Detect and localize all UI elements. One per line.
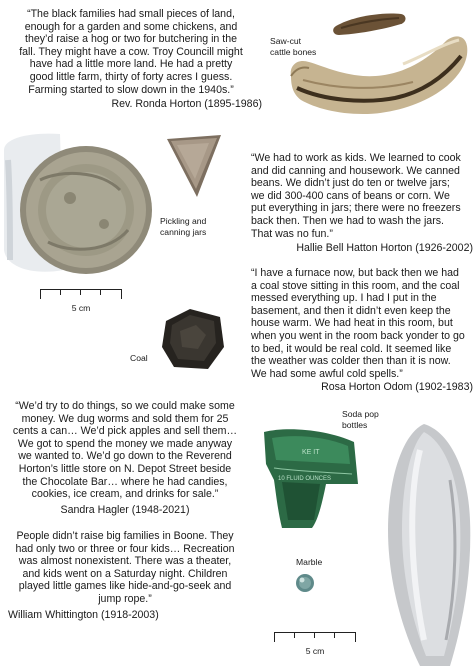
canning-jar-lid-image bbox=[0, 130, 160, 278]
caption-line: Pickling and bbox=[160, 216, 207, 226]
quote-line: enough for a garden and some chickens, and bbox=[24, 20, 238, 33]
quote-line: cents a can… We’d pick apples and sell them… bbox=[12, 425, 238, 438]
caption-line: Saw-cut bbox=[270, 36, 302, 46]
caption-cattle-bones bbox=[270, 36, 340, 58]
cattle-bones-image bbox=[283, 4, 471, 122]
quote-line: we did 300-400 cans of beans or corn. We bbox=[251, 189, 450, 202]
caption-marble: Marble bbox=[296, 557, 323, 567]
caption-line: canning jars bbox=[160, 227, 207, 237]
caption-coal: Coal bbox=[130, 353, 148, 363]
quote-line: put everything in jars; there were no freezers bbox=[251, 202, 461, 215]
quote-line: and kids went on a Saturday night. Children bbox=[22, 567, 228, 580]
caption-canning-jars bbox=[160, 216, 230, 238]
quote-line: Horton’s little store on N. Depot Street beside bbox=[18, 462, 232, 475]
glass-shard-image bbox=[380, 420, 474, 670]
quote-sandra-hagler bbox=[0, 400, 250, 501]
quote-line: the Chocolate Bar… where he had candies, bbox=[22, 475, 228, 488]
scale-bar bbox=[40, 289, 122, 301]
scale-bar bbox=[274, 632, 356, 644]
quote-line: jump rope.” bbox=[98, 592, 152, 605]
quote-line: “I have a furnace now, but back then we had bbox=[251, 267, 459, 279]
attribution-hallie-bell-hatton-horton: Hallie Bell Hatton Horton (1926-2002) bbox=[296, 242, 473, 254]
bottle-embossed-text: 10 FLUID OUNCES bbox=[278, 476, 332, 482]
quote-line: house warm. We had heat in this room, but bbox=[251, 317, 453, 330]
quote-line: messed everything up. I had I put in the bbox=[251, 292, 437, 305]
quote-line: “The black families had small pieces of land, bbox=[27, 8, 235, 20]
caption-line: bottles bbox=[342, 420, 368, 430]
bottle-embossed-text: KE IT bbox=[302, 449, 320, 456]
quote-william-whittington bbox=[0, 530, 250, 606]
attribution-sandra-hagler: Sandra Hagler (1948-2021) bbox=[60, 504, 190, 516]
quote-line: played little games like hide-and-go-seek and bbox=[18, 580, 232, 593]
quote-line: We got to spend the money we made anyway bbox=[17, 437, 233, 450]
quote-line: a coal stove sitting in this room, and the coal bbox=[251, 279, 460, 292]
quote-line: they’d raise a hog or two for butchering in the bbox=[25, 33, 237, 46]
quote-line: That was no fun.” bbox=[251, 227, 333, 240]
attribution-william-whittington: William Whittington (1918-2003) bbox=[8, 609, 159, 621]
pottery-sherd-image bbox=[165, 133, 225, 199]
quote-line: beans. We didn’t just do ten or twelve jars; bbox=[251, 177, 450, 190]
quote-line: to bed, it would be real cold. It seemed like bbox=[251, 342, 452, 355]
quote-line: and did canning and housework. We canned bbox=[251, 164, 460, 177]
quote-line: the weather was colder then than it is now. bbox=[251, 355, 451, 368]
quote-rosa-horton-odom bbox=[251, 267, 473, 380]
caption-line: cattle bones bbox=[270, 47, 317, 57]
caption-line: Soda pop bbox=[342, 409, 379, 419]
soda-bottle-image bbox=[258, 424, 378, 532]
quote-line: Farming started to slow down in the 1940s.” bbox=[28, 83, 234, 96]
quote-line: We had some awful cold spells.” bbox=[251, 367, 403, 380]
quote-line: was almost nonexistent. There was a theater, bbox=[18, 555, 232, 568]
attribution-rosa-horton-odom: Rosa Horton Odom (1902-1983) bbox=[321, 381, 473, 393]
quote-line: good little farm, thirty of forty acres I guess. bbox=[29, 70, 233, 83]
quote-line: have had a little more land. He had a pretty bbox=[29, 58, 233, 71]
quote-line: cookies, ice cream, and drinks for sale.” bbox=[31, 488, 219, 501]
scale-bar-label: 5 cm bbox=[71, 303, 91, 313]
quote-hallie-bell-hatton-horton bbox=[251, 152, 473, 240]
quote-line: People didn’t raise big families in Boone. They bbox=[16, 530, 234, 542]
attribution-ronda-horton: Rev. Ronda Horton (1895-1986) bbox=[111, 98, 262, 110]
quote-line: money. We dug worms and sold them for 25 bbox=[21, 412, 229, 425]
quote-line: we wanted to. We’d go down to the Reverend bbox=[18, 450, 232, 463]
quote-line: back then. Then we had to wash the jars. bbox=[251, 214, 444, 227]
quote-line: basement, and then it didn’t even keep the bbox=[251, 304, 451, 317]
quote-line: “We had to work as kids. We learned to cook bbox=[251, 152, 461, 164]
quote-line: “We’d try to do things, so we could make some bbox=[15, 400, 235, 412]
coal-image bbox=[160, 307, 226, 371]
marble-image bbox=[295, 573, 315, 593]
scale-bar-label: 5 cm bbox=[305, 646, 325, 656]
quote-line: fall. They might have a cow. Troy Councill might bbox=[19, 45, 243, 58]
quote-ronda-horton bbox=[0, 8, 262, 96]
quote-line: when you went in the room back yonder to go bbox=[251, 329, 465, 342]
quote-line: had only two or three or four kids… Recreation bbox=[15, 542, 235, 555]
